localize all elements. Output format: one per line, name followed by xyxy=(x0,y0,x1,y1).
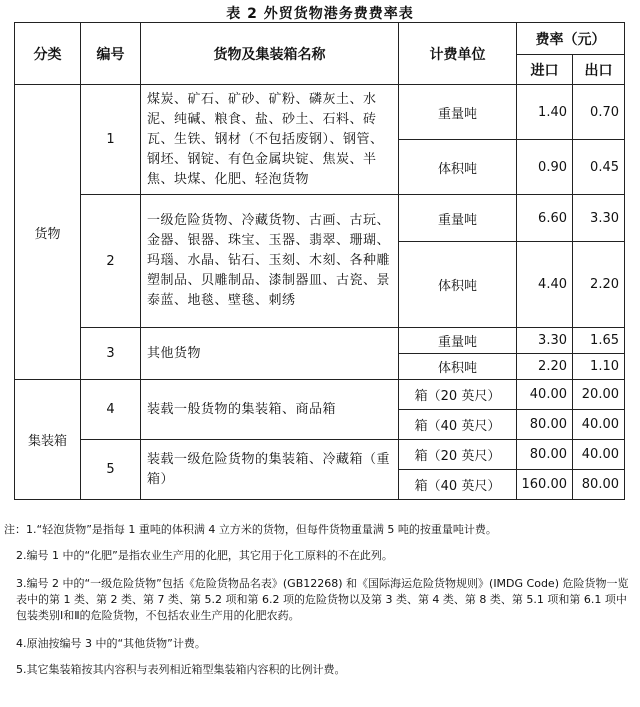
header-number: 编号 xyxy=(81,23,141,85)
import-rate: 80.00 xyxy=(517,440,573,470)
cargo-name: 一级危险货物、冷藏货物、古画、古玩、金器、银器、珠宝、玉器、翡翠、珊瑚、玛瑙、水晶、钻石、玉刻、木刻、各种雕塑制品、贝雕制品、漆制器皿、古瓷、景泰蓝、地毯、壁毯、刺绣 xyxy=(141,195,399,328)
import-rate: 2.20 xyxy=(517,354,573,380)
cargo-name: 装载一般货物的集装箱、商品箱 xyxy=(141,380,399,440)
billing-unit: 体积吨 xyxy=(399,242,517,328)
export-rate: 40.00 xyxy=(573,410,625,440)
export-rate: 0.70 xyxy=(573,85,625,140)
export-rate: 2.20 xyxy=(573,242,625,328)
billing-unit: 重量吨 xyxy=(399,85,517,140)
import-rate: 4.40 xyxy=(517,242,573,328)
note-5: 5.其它集装箱按其内容积与表列相近箱型集装箱内容积的比例计费。 xyxy=(16,663,346,676)
import-rate: 6.60 xyxy=(517,195,573,242)
note-3: 3.编号 2 中的“一级危险货物”包括《危险货物品名表》(GB12268) 和《国际海运危险货物规则》(IMDG Code) 危险货物一览表中的第 1 类、第 2 类、第 7 类、第 5.2 项和第 6.2 项的危险货物以及第 3 类、第 4 类、第 8 类、第 5.1 项和第 6.1 项中包装类别Ⅰ和Ⅱ的危险货物，不包括农业生产用的化肥农药。 xyxy=(16,577,629,622)
billing-unit: 体积吨 xyxy=(399,140,517,195)
cargo-name: 装载一级危险货物的集装箱、冷藏箱（重箱） xyxy=(141,440,399,500)
export-rate: 80.00 xyxy=(573,470,625,500)
note-4: 4.原油按编号 3 中的“其他货物”计费。 xyxy=(16,637,206,650)
billing-unit: 箱（40 英尺） xyxy=(399,410,517,440)
header-unit: 计费单位 xyxy=(399,23,517,85)
billing-unit: 箱（20 英尺） xyxy=(399,380,517,410)
billing-unit: 箱（40 英尺） xyxy=(399,470,517,500)
header-export: 出口 xyxy=(573,55,625,85)
category-goods: 货物 xyxy=(15,85,81,380)
row-number: 4 xyxy=(81,380,141,440)
rate-table xyxy=(14,22,625,500)
header-name: 货物及集装箱名称 xyxy=(141,23,399,85)
import-rate: 40.00 xyxy=(517,380,573,410)
notes xyxy=(4,522,636,678)
export-rate: 1.10 xyxy=(573,354,625,380)
row-number: 3 xyxy=(81,328,141,380)
import-rate: 3.30 xyxy=(517,328,573,354)
export-rate: 0.45 xyxy=(573,140,625,195)
export-rate: 20.00 xyxy=(573,380,625,410)
import-rate: 0.90 xyxy=(517,140,573,195)
billing-unit: 箱（20 英尺） xyxy=(399,440,517,470)
cargo-name: 其他货物 xyxy=(141,328,399,380)
header-category: 分类 xyxy=(15,23,81,85)
header-import: 进口 xyxy=(517,55,573,85)
import-rate: 80.00 xyxy=(517,410,573,440)
billing-unit: 重量吨 xyxy=(399,195,517,242)
row-number: 5 xyxy=(81,440,141,500)
export-rate: 3.30 xyxy=(573,195,625,242)
billing-unit: 体积吨 xyxy=(399,354,517,380)
billing-unit: 重量吨 xyxy=(399,328,517,354)
note-1: 注：1.“轻泡货物”是指每 1 重吨的体积满 4 立方米的货物，但每件货物重量满 5 吨的按重量吨计费。 xyxy=(4,523,497,536)
import-rate: 160.00 xyxy=(517,470,573,500)
cargo-name: 煤炭、矿石、矿砂、矿粉、磷灰土、水泥、纯碱、粮食、盐、砂土、石料、砖瓦、生铁、钢材（不包括废钢）、钢管、钢坯、钢锭、有色金属块锭、焦炭、半焦、块煤、化肥、轻泡货物 xyxy=(141,85,399,195)
category-container: 集装箱 xyxy=(15,380,81,500)
note-2: 2.编号 1 中的“化肥”是指农业生产用的化肥，其它用于化工原料的不在此列。 xyxy=(16,549,393,562)
table-title: 表 2 外贸货物港务费费率表 xyxy=(226,6,414,22)
export-rate: 40.00 xyxy=(573,440,625,470)
import-rate: 1.40 xyxy=(517,85,573,140)
row-number: 1 xyxy=(81,85,141,195)
row-number: 2 xyxy=(81,195,141,328)
export-rate: 1.65 xyxy=(573,328,625,354)
header-rate: 费率（元） xyxy=(517,23,625,55)
